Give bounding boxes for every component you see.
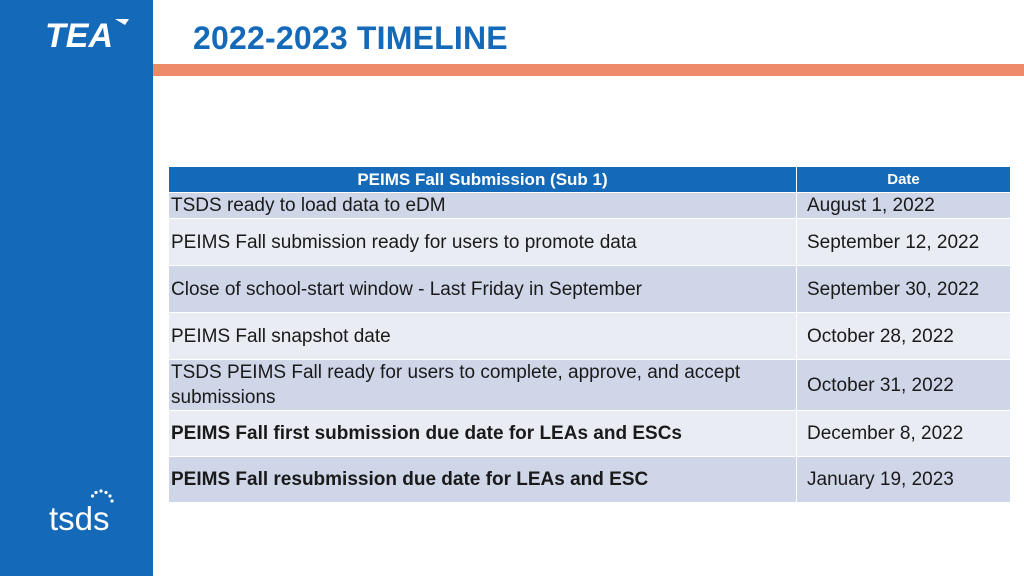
star-icon xyxy=(115,19,129,25)
page-title: 2022-2023 TIMELINE xyxy=(193,20,508,56)
row-date: September 12, 2022 xyxy=(797,219,1011,266)
row-task: PEIMS Fall snapshot date xyxy=(169,313,797,360)
table-row xyxy=(169,360,1011,411)
header-submission: PEIMS Fall Submission (Sub 1) xyxy=(169,167,797,193)
row-task: TSDS PEIMS Fall ready for users to complete, approve, and accept submissions xyxy=(169,360,797,411)
row-date: October 28, 2022 xyxy=(797,313,1011,360)
timeline-table xyxy=(168,166,1011,503)
table-header-row xyxy=(169,167,1011,193)
table-row xyxy=(169,411,1011,457)
tea-logo xyxy=(45,17,131,53)
row-task: PEIMS Fall first submission due date for LEAs and ESCs xyxy=(169,411,797,457)
row-task: PEIMS Fall submission ready for users to promote data xyxy=(169,219,797,266)
row-date: August 1, 2022 xyxy=(797,193,1011,219)
table-row xyxy=(169,457,1011,503)
sidebar-bar-cover xyxy=(0,64,153,76)
header-date: Date xyxy=(797,167,1011,193)
table-row xyxy=(169,313,1011,360)
accent-bar xyxy=(0,64,1024,76)
row-date: October 31, 2022 xyxy=(797,360,1011,411)
table-row xyxy=(169,219,1011,266)
table-row xyxy=(169,266,1011,313)
row-task: Close of school-start window - Last Friday in September xyxy=(169,266,797,313)
table-row xyxy=(169,193,1011,219)
tea-logo-text: TEA xyxy=(45,17,113,53)
row-task: PEIMS Fall resubmission due date for LEAs and ESC xyxy=(169,457,797,503)
row-date: September 30, 2022 xyxy=(797,266,1011,313)
row-date: January 19, 2023 xyxy=(797,457,1011,503)
tsds-logo-text: tsds xyxy=(49,500,110,534)
row-date: December 8, 2022 xyxy=(797,411,1011,457)
row-task: TSDS ready to load data to eDM xyxy=(169,193,797,219)
tsds-logo xyxy=(49,488,125,534)
